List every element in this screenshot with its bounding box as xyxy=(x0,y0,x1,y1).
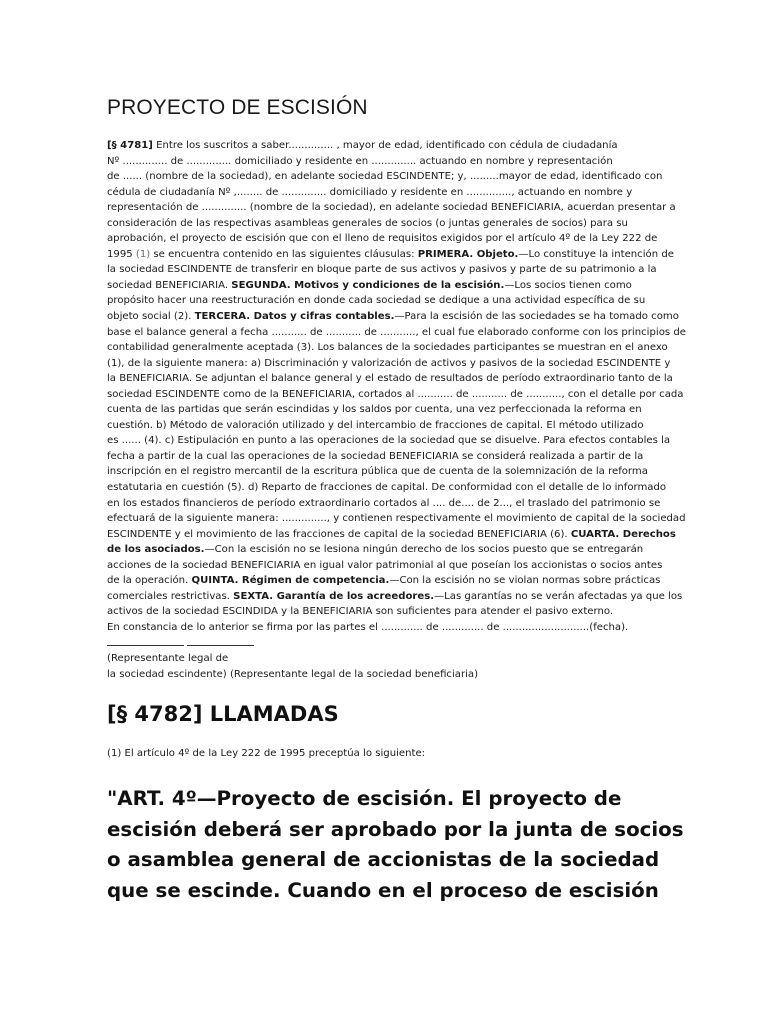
body-lines xyxy=(107,138,686,636)
body-text-run: Nº .............. de .............. domiciliado y residente en .............. actuando en nombre y representación xyxy=(107,155,613,167)
body-line xyxy=(107,387,684,403)
document-body xyxy=(107,138,686,682)
section-heading: [§ 4782] LLAMADAS xyxy=(107,702,339,726)
body-text-run: activos de la sociedad ESCINDIDA y la BENEFICIARIA son suficientes para atender el pasivo externo. xyxy=(107,606,614,618)
body-text-run: —Los socios tienen como xyxy=(504,279,632,291)
body-text-run: en los estados financieros de período extraordinario cortados al .... de.... de 2..., el traslado del patrimonio se xyxy=(107,497,661,509)
body-line xyxy=(107,418,663,434)
body-line xyxy=(107,293,663,309)
body-text-run: ESCINDENTE y el movimiento de las fracciones de capital de la sociedad BENEFICIARIA (6). xyxy=(107,528,571,540)
body-text-run: fecha a partir de la cual las operaciones de la sociedad BENEFICIARIA se considerá realizada a partir de la xyxy=(107,450,644,462)
quote-line: que se escinde. Cuando en el proceso de escisión xyxy=(107,878,659,902)
body-line xyxy=(107,216,663,232)
body-text-run: cédula de ciudadanía Nº ,........ de .............. domiciliado y residente en .............., actuando en nombre y xyxy=(107,186,633,198)
clause-heading: de los asociados. xyxy=(107,544,205,556)
body-line xyxy=(107,371,673,387)
signature-rules xyxy=(107,636,663,652)
body-line xyxy=(107,138,663,154)
body-line xyxy=(107,247,674,263)
body-line xyxy=(107,480,667,496)
signature-caption-1: (Representante legal de xyxy=(107,653,229,665)
body-text-run: efectuará de la siguiente manera: .............., y contienen respectivamente el movimiento de capital de la sociedad xyxy=(107,513,686,525)
body-line xyxy=(107,262,663,278)
body-text-run: —Lo constituye la intención de xyxy=(518,248,674,260)
body-text-run: representación de .............. (nombre de la sociedad), en adelante sociedad BENEFICIARIA, acuerdan presentar a xyxy=(107,202,676,214)
body-text-run: la BENEFICIARIA. Se adjuntan el balance general y el estado de resultados de período extraordinario tanto de la xyxy=(107,373,673,385)
body-text-run: la sociedad ESCINDENTE de transferir en bloque parte de sus activos y pasivos y parte de su patrimonio a la xyxy=(107,264,657,276)
body-text-run: En constancia de lo anterior se firma por las partes el ............. de ............. de ...........................(fecha). xyxy=(107,621,629,633)
body-text-run: —Las garantías no se verán afectadas ya que los xyxy=(434,590,683,602)
quote-line: "ART. 4º—Proyecto de escisión. El proyecto de xyxy=(107,787,622,810)
signature-line-escindente xyxy=(107,645,184,646)
body-text-run: (1), de la siguiente manera: a) Discriminación y valorización de activos y pasivos de la sociedad ESCINDENTE y xyxy=(107,357,671,369)
body-line xyxy=(107,558,663,574)
body-text-run: —Para la escisión de las sociedades se ha tomado como xyxy=(394,311,679,323)
quoted-article xyxy=(107,784,684,906)
body-line xyxy=(107,433,671,449)
body-text-run: cuestión. b) Método de valoración utilizado y del intercambio de fracciones de capital. El método utilizado xyxy=(107,419,644,431)
body-text-run: sociedad ESCINDENTE como de la BENEFICIARIA, cortados al ........... de ........... de ..........., con el detalle por cada xyxy=(107,388,684,400)
body-text-run: consideración de las respectivas asambleas generales de socios (o juntas generales de socios) para su xyxy=(107,217,628,229)
clause-heading: CUARTA. Derechos xyxy=(570,528,676,540)
body-text-run: propósito hacer una reestructuración en donde cada sociedad se dedique a una actividad específica de su xyxy=(107,295,646,307)
body-line xyxy=(107,604,663,620)
body-line xyxy=(107,620,663,636)
body-line xyxy=(107,169,663,185)
body-text-run: aprobación, el proyecto de escisión que con el lleno de requisitos exigidos por el artículo 4º de la Ley 222 de xyxy=(107,233,658,245)
clause-heading: SEGUNDA. Motivos y condiciones de la escisión. xyxy=(231,279,505,291)
body-text-run: cuenta de las partidas que serán escindidas y los saldos por cuenta, una vez perfeccionada la reforma en xyxy=(107,404,642,416)
body-text-run: Entre los suscritos a saber.............. , mayor de edad, identificado con cédula de ciudadanía xyxy=(152,140,618,151)
body-text-run: 1995 xyxy=(107,248,136,260)
body-line xyxy=(107,200,676,216)
body-line xyxy=(107,527,676,543)
clause-heading: SEXTA. Garantía de los acreedores. xyxy=(233,590,435,602)
body-line xyxy=(107,325,686,341)
body-text-run: —Con la escisión no se lesiona ningún derecho de los socios puesto que se entregarán xyxy=(204,544,644,556)
body-line xyxy=(107,402,663,418)
body-text-run: sociedad BENEFICIARIA. xyxy=(107,279,232,291)
body-line xyxy=(107,589,683,605)
body-text-run: contabilidad generalmente aceptada (3). Los balances de la sociedades participantes se muestran en el anexo xyxy=(107,342,668,354)
body-line xyxy=(107,542,663,558)
body-text-run: inscripción en el registro mercantil de la escritura pública que de cuenta de la solemnización de la reforma xyxy=(107,466,648,478)
body-line xyxy=(107,154,663,170)
body-line xyxy=(107,309,679,325)
body-text-run: estatutaria en cuestión (5). d) Reparto de fracciones de capital. De conformidad con el detalle de lo informado xyxy=(107,482,667,494)
body-text-run: es ...... (4). c) Estipulación en punto a las operaciones de la sociedad que se disuelve. Para efectos contables la xyxy=(107,435,671,447)
body-text-run: objeto social (2). xyxy=(107,311,195,323)
signature-line-beneficiaria xyxy=(187,645,254,646)
body-text-run: —Con la escisión no se violan normas sobre prácticas xyxy=(389,575,661,587)
body-text-run: acciones de la sociedad BENEFICIARIA en igual valor patrimonial al que poseían los accionistas o socios antes xyxy=(107,559,663,571)
footnote-reference-link[interactable]: (1) xyxy=(135,248,151,260)
body-line xyxy=(107,449,663,465)
clause-heading: [§ 4781] xyxy=(107,140,153,151)
body-line xyxy=(107,185,663,201)
body-text-run: base el balance general a fecha ........... de ........... de ..........., el cual fue elaborado conforme con los principios de xyxy=(107,326,686,338)
body-line xyxy=(107,231,663,247)
body-line xyxy=(107,278,663,294)
body-line xyxy=(107,496,663,512)
body-line xyxy=(107,340,668,356)
body-line xyxy=(107,511,686,527)
clause-heading: QUINTA. Régimen de competencia. xyxy=(191,575,390,587)
body-line xyxy=(107,573,663,589)
clause-heading: TERCERA. Datos y cifras contables. xyxy=(194,311,395,323)
body-text-run: de la operación. xyxy=(107,575,192,587)
body-line xyxy=(107,464,663,480)
body-text-run: se encuentra contenido en las siguientes cláusulas: xyxy=(150,248,418,260)
clause-heading: PRIMERA. Objeto. xyxy=(417,248,519,260)
body-text-run: comerciales restrictivas. xyxy=(107,590,234,602)
body-text-run: de ...... (nombre de la sociedad), en adelante sociedad ESCINDENTE; y, .........mayor de edad, identificado con xyxy=(107,171,663,183)
quote-line: escisión deberá ser aprobado por la junta de socios xyxy=(107,817,684,841)
document-title: PROYECTO DE ESCISIÓN xyxy=(107,96,368,119)
body-line xyxy=(107,356,671,372)
signature-caption-2: la sociedad escindente) (Representante legal de la sociedad beneficiaria) xyxy=(107,668,479,680)
footnote-intro: (1) El artículo 4º de la Ley 222 de 1995 preceptúa lo siguiente: xyxy=(107,748,426,759)
quote-line: o asamblea general de accionistas de la sociedad xyxy=(107,848,660,871)
